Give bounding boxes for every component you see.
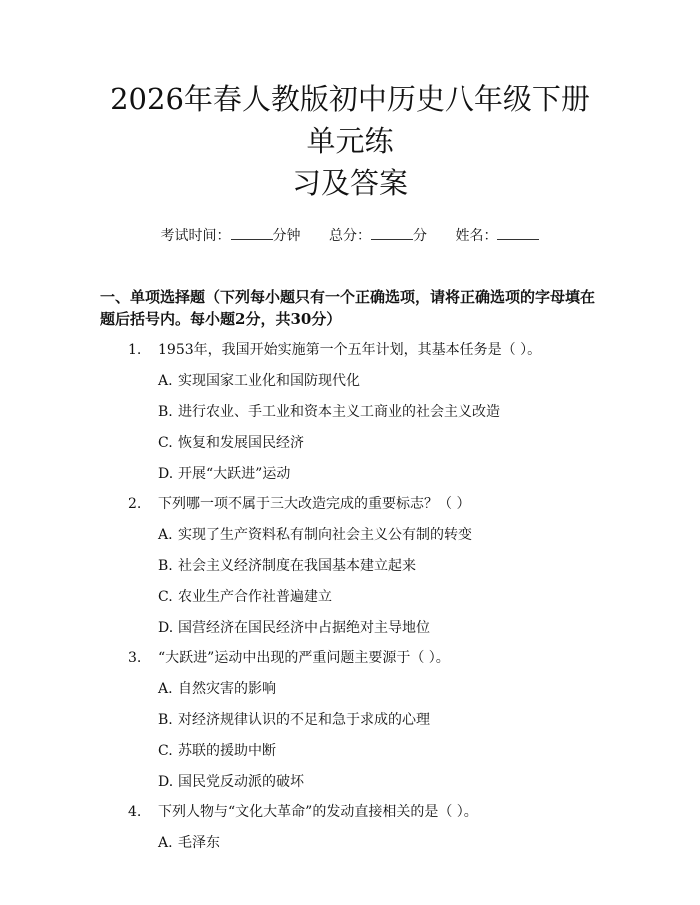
question-1: [100, 340, 600, 484]
option-letter: C.: [158, 589, 173, 605]
option-letter: B.: [158, 712, 173, 728]
option-b: [100, 556, 600, 576]
total-score-label: 总分：: [329, 228, 371, 244]
option-letter: A.: [158, 527, 173, 543]
option-text: 开展“大跃进”运动: [178, 466, 291, 482]
option-letter: C.: [158, 743, 173, 759]
question-2: [100, 494, 600, 638]
option-b: [100, 710, 600, 730]
section-heading: 一、单项选择题（下列每小题只有一个正确选项，请将正确选项的字母填在题后括号内。每小题2分，共30分）: [100, 288, 596, 328]
total-score-blank[interactable]: [371, 227, 413, 240]
question-text: 下列人物与“文化大革命”的发动直接相关的是（ ）。: [158, 804, 478, 820]
option-c: [100, 741, 600, 761]
question-stem: [100, 648, 600, 668]
question-text: “大跃进”运动中出现的严重问题主要源于（ ）。: [158, 650, 450, 666]
option-letter: B.: [158, 404, 173, 420]
total-score-unit: 分: [413, 228, 427, 244]
question-number: 3.: [128, 650, 142, 666]
option-letter: B.: [158, 558, 173, 574]
question-text: 下列哪一项不属于三大改造完成的重要标志？（ ）: [158, 496, 471, 512]
question-number: 1.: [128, 342, 142, 358]
option-text: 实现了生产资料私有制向社会主义公有制的转变: [178, 527, 472, 543]
option-letter: C.: [158, 435, 173, 451]
title-line-2: 习及答案: [291, 166, 408, 200]
exam-info: [100, 226, 600, 246]
student-name: [455, 226, 539, 246]
question-stem: [100, 802, 600, 822]
option-d: [100, 618, 600, 638]
option-text: 对经济规律认识的不足和急于求成的心理: [178, 712, 430, 728]
option-a: [100, 833, 600, 853]
option-letter: A.: [158, 681, 173, 697]
option-text: 农业生产合作社普遍建立: [178, 589, 332, 605]
option-c: [100, 587, 600, 607]
option-letter: D.: [158, 774, 174, 790]
option-letter: A.: [158, 835, 173, 851]
option-letter: A.: [158, 373, 173, 389]
question-number: 4.: [128, 804, 142, 820]
question-4: [100, 802, 600, 853]
total-score: [329, 226, 427, 246]
option-text: 实现国家工业化和国防现代化: [178, 373, 360, 389]
option-text: 苏联的援助中断: [178, 743, 276, 759]
exam-time-unit: 分钟: [272, 228, 301, 244]
exam-time: [161, 226, 301, 246]
exam-time-label: 考试时间：: [160, 228, 231, 244]
option-text: 自然灾害的影响: [178, 681, 276, 697]
question-stem: [100, 340, 600, 360]
option-text: 毛泽东: [178, 835, 220, 851]
option-a: [100, 371, 600, 391]
option-a: [100, 525, 600, 545]
option-c: [100, 433, 600, 453]
question-text: 1953年，我国开始实施第一个五年计划，其基本任务是（ ）。: [158, 342, 542, 358]
question-stem: [100, 494, 600, 514]
student-name-label: 姓名：: [455, 228, 498, 244]
question-3: [100, 648, 600, 792]
exam-time-blank[interactable]: [231, 227, 273, 240]
option-a: [100, 679, 600, 699]
option-letter: D.: [158, 620, 174, 636]
student-name-blank[interactable]: [497, 227, 539, 240]
question-list: [100, 340, 600, 853]
option-text: 国民党反动派的破坏: [178, 774, 304, 790]
option-d: [100, 464, 600, 484]
title-line-1: 2026年春人教版初中历史八年级下册单元练: [110, 82, 590, 158]
option-b: [100, 402, 600, 422]
option-text: 恢复和发展国民经济: [178, 435, 304, 451]
document-title: [100, 0, 600, 204]
option-text: 社会主义经济制度在我国基本建立起来: [178, 558, 416, 574]
option-text: 进行农业、手工业和资本主义工商业的社会主义改造: [178, 404, 500, 420]
option-text: 国营经济在国民经济中占据绝对主导地位: [178, 620, 430, 636]
option-d: [100, 772, 600, 792]
option-letter: D.: [158, 466, 174, 482]
question-number: 2.: [128, 496, 142, 512]
